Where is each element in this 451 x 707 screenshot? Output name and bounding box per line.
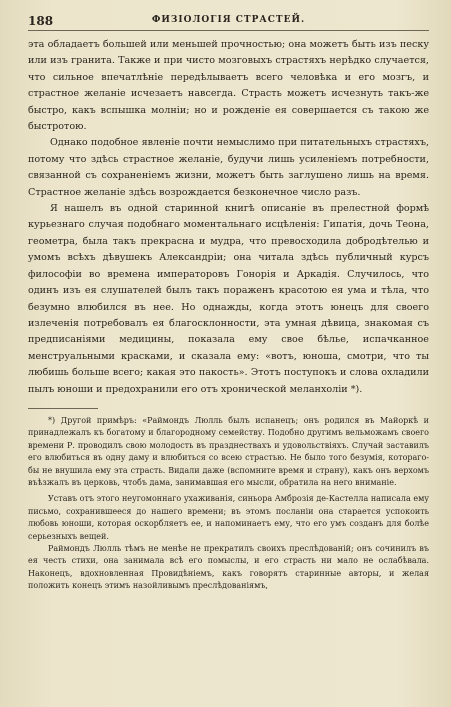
footnote-paragraph: Уставъ отъ этого неугомоннаго ухаживанія, синьора Амброзія де-Кастелла написала ему письмо, сохранившееся до нашего времени; въ этомъ посланіи она старается успокоить любовь юноши, которая оскорбляетъ ее, и напоминаетъ ему, что его умъ созданъ для болѣе серьезныхъ вещей. [28,494,429,541]
footnote-paragraph: Раймондъ Люлль тѣмъ не менѣе не прекратилъ своихъ преслѣдованій; онъ сочинилъ въ ея честь стихи, она занимала всѣ его помыслы, и его страсть ни мало не ослабѣвала. Наконецъ, вдохновленная Провидѣніемъ, какъ говорятъ старинные авторы, и желая положить конецъ этимъ назойливымъ преслѣдованіямъ, [28,544,429,591]
page-header [28,14,429,31]
paragraph: эта обладаетъ большей или меньшей прочностью; она можетъ быть изъ песку или изъ гранита. Также и при чисто мозговыхъ страстяхъ нерѣдко случается, что сильное впечатлѣніе передѣлываетъ всего человѣка и его мозгъ, и страстное желаніе исчезаетъ навсегда. Страсть можетъ исчезнуть такъ-же быстро, какъ вспышка молніи; но и рожденіе ея совершается съ такою же быстротою. [28,39,429,133]
running-title: ФИЗІОЛОГІЯ СТРАСТЕЙ. [151,15,306,25]
main-text [28,37,429,398]
paragraph: Я нашелъ въ одной старинной книгѣ описаніе въ прелестной формѣ курьезнаго случая подобнаго моментальнаго исцѣленія: Гипатія, дочь Теона, геометра, была такъ прекрасна и мудра, что превосходила добродѣтелью и умомъ всѣхъ дѣвушекъ Александріи; она читала здѣсь публичный курсъ философіи во времена императоровъ Гонорія и Аркадія. Случилось, что одинъ изъ ея слушателей былъ такъ пораженъ красотою ея ума и тѣла, что безумно влюбился въ нее. Но однажды, когда этотъ юнецъ для своего излеченія потребовалъ ея благосклонности, эта умная дѣвица, знакомая съ предписаніями медицины, показала ему свое бѣлье, испачканное менструальными красками, и сказала ему: «вотъ, юноша, смотри, что ты любишь больше всего; какая это пакость». Этотъ поступокъ и слова охладили пылъ юноши и предохранили его отъ хронической меланхоліи *). [28,203,429,395]
page-number: 188 [28,14,54,28]
footnotes [28,415,429,593]
footnote-divider [28,408,98,409]
footnote-paragraph: *) Другой примѣръ: «Раймондъ Люлль былъ испанецъ; онъ родился въ Майоркѣ и принадлежалъ къ богатому и благородному семейству. Подобно другимъ вельможамъ своего времени Р. проводилъ свою молодость въ празднествахъ и удовольствіяхъ. Случай заставилъ его влюбиться въ одну даму и влюбиться со всею страстью. Не было того безумія, котораго-бы не внушила ему эта страсть. Видали даже (вспомните время и страну), какъ онъ верхомъ въѣзжалъ въ церковь, чтобъ дама, занимавшая его мысли, обратила на него вниманіе. [28,415,429,487]
paragraph: Однако подобное явленіе почти немыслимо при питательныхъ страстяхъ, потому что здѣсь страстное желаніе, будучи лишь усиленіемъ потребности, связанной съ сохраненіемъ жизни, можетъ быть заглушено лишь на время. Страстное желаніе здѣсь возрождается безконечное число разъ. [28,137,429,198]
